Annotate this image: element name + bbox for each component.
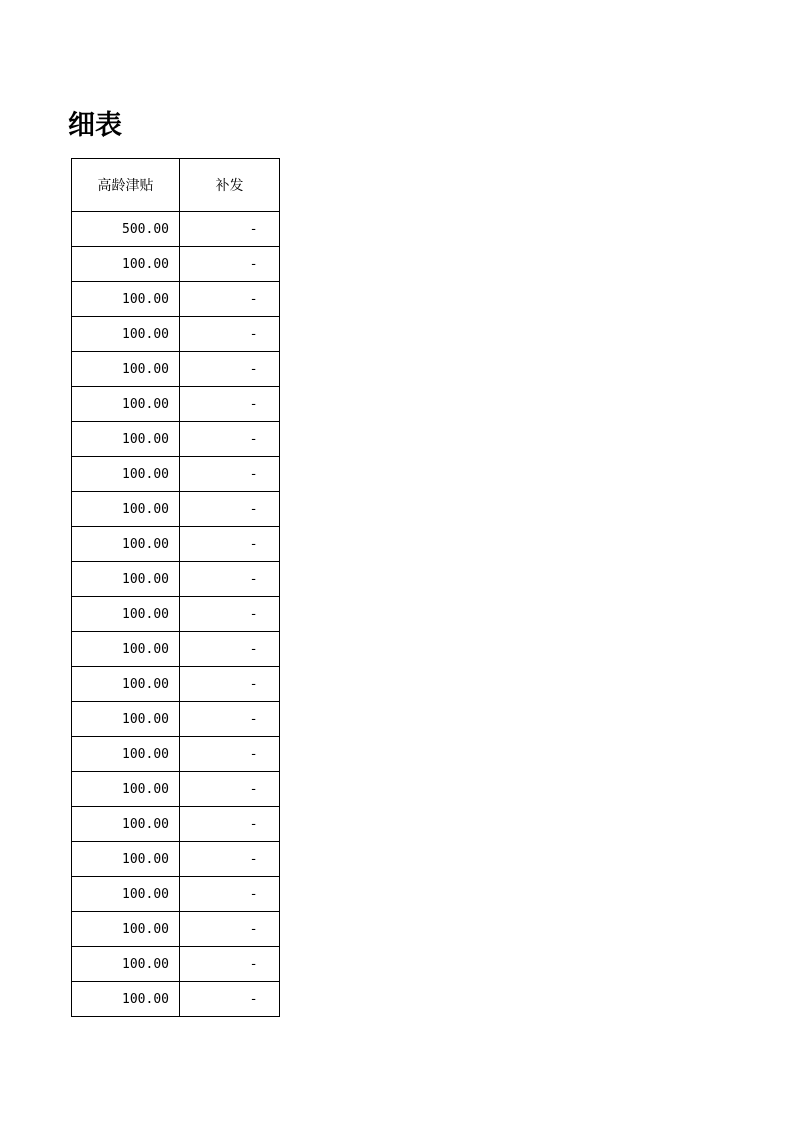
elderly-allowance-cell: 100.00 (72, 947, 180, 982)
back-pay-cell: - (180, 317, 280, 352)
back-pay-cell: - (180, 387, 280, 422)
table-row (72, 457, 280, 492)
table-row (72, 912, 280, 947)
back-pay-cell: - (180, 212, 280, 247)
elderly-allowance-cell: 100.00 (72, 352, 180, 387)
back-pay-cell: - (180, 492, 280, 527)
elderly-allowance-cell: 100.00 (72, 842, 180, 877)
table-row (72, 982, 280, 1017)
table-row (72, 702, 280, 737)
table-row (72, 282, 280, 317)
back-pay-cell: - (180, 772, 280, 807)
elderly-allowance-cell: 100.00 (72, 282, 180, 317)
back-pay-cell: - (180, 422, 280, 457)
table-row (72, 877, 280, 912)
elderly-allowance-cell: 100.00 (72, 807, 180, 842)
back-pay-cell: - (180, 282, 280, 317)
back-pay-cell: - (180, 737, 280, 772)
back-pay-cell: - (180, 947, 280, 982)
table-row (72, 212, 280, 247)
table-row (72, 562, 280, 597)
elderly-allowance-cell: 100.00 (72, 912, 180, 947)
elderly-allowance-cell: 100.00 (72, 527, 180, 562)
table-row (72, 352, 280, 387)
table-row (72, 667, 280, 702)
back-pay-cell: - (180, 352, 280, 387)
elderly-allowance-cell: 100.00 (72, 387, 180, 422)
elderly-allowance-cell: 100.00 (72, 667, 180, 702)
page-title: 细表 (68, 110, 122, 141)
table-row (72, 807, 280, 842)
back-pay-cell: - (180, 807, 280, 842)
back-pay-cell: - (180, 842, 280, 877)
elderly-allowance-cell: 100.00 (72, 877, 180, 912)
table-row (72, 772, 280, 807)
elderly-allowance-cell: 100.00 (72, 982, 180, 1017)
table-row (72, 632, 280, 667)
elderly-allowance-cell: 100.00 (72, 737, 180, 772)
table-row (72, 842, 280, 877)
allowance-table (71, 158, 280, 1017)
header-elderly-allowance: 高龄津贴 (72, 159, 180, 212)
table-header-row (72, 159, 280, 212)
back-pay-cell: - (180, 527, 280, 562)
back-pay-cell: - (180, 247, 280, 282)
table-row (72, 737, 280, 772)
back-pay-cell: - (180, 457, 280, 492)
header-back-pay: 补发 (180, 159, 280, 212)
back-pay-cell: - (180, 702, 280, 737)
elderly-allowance-cell: 100.00 (72, 247, 180, 282)
back-pay-cell: - (180, 877, 280, 912)
table-row (72, 597, 280, 632)
elderly-allowance-cell: 100.00 (72, 492, 180, 527)
back-pay-cell: - (180, 982, 280, 1017)
table-row (72, 247, 280, 282)
elderly-allowance-cell: 100.00 (72, 597, 180, 632)
back-pay-cell: - (180, 597, 280, 632)
elderly-allowance-cell: 100.00 (72, 422, 180, 457)
elderly-allowance-cell: 500.00 (72, 212, 180, 247)
table-row (72, 387, 280, 422)
table-body (72, 212, 280, 1017)
back-pay-cell: - (180, 667, 280, 702)
elderly-allowance-cell: 100.00 (72, 772, 180, 807)
table-row (72, 492, 280, 527)
table-row (72, 422, 280, 457)
elderly-allowance-cell: 100.00 (72, 317, 180, 352)
back-pay-cell: - (180, 912, 280, 947)
table-row (72, 947, 280, 982)
elderly-allowance-cell: 100.00 (72, 632, 180, 667)
elderly-allowance-cell: 100.00 (72, 702, 180, 737)
table-row (72, 317, 280, 352)
back-pay-cell: - (180, 632, 280, 667)
table-row (72, 527, 280, 562)
back-pay-cell: - (180, 562, 280, 597)
elderly-allowance-cell: 100.00 (72, 457, 180, 492)
elderly-allowance-cell: 100.00 (72, 562, 180, 597)
